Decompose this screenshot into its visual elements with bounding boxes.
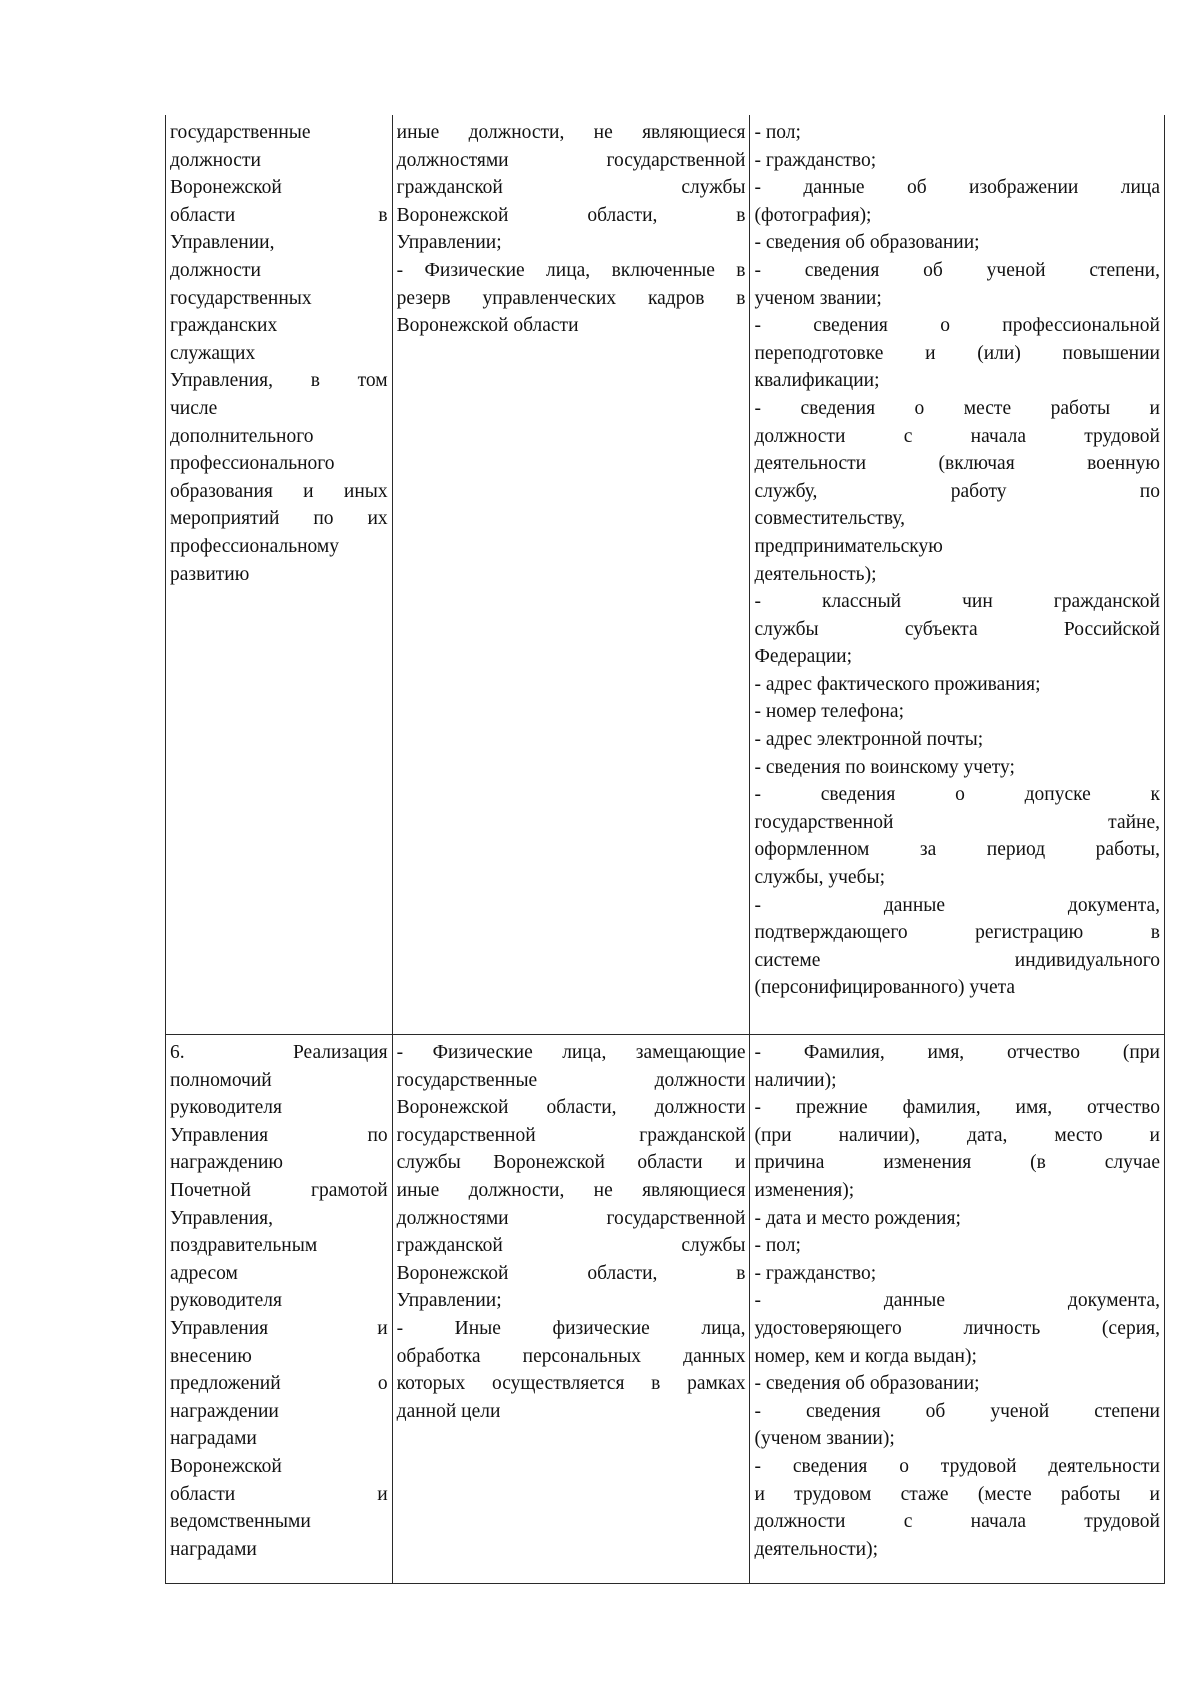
cell-text-line: системе индивидуального xyxy=(754,949,1160,971)
cell-text-line: причина изменения (в случае xyxy=(754,1152,1160,1174)
cell-text-line: - гражданство; xyxy=(754,1262,877,1284)
cell-text-line: Почетной грамотой xyxy=(170,1179,388,1201)
cell-text-line: - прежние фамилия, имя, отчество xyxy=(754,1097,1160,1119)
cell-text-line: номер, кем и когда выдан); xyxy=(754,1345,977,1367)
cell-text-line: - дата и место рождения; xyxy=(754,1207,961,1229)
cell-text-line: дополнительного xyxy=(170,425,314,447)
cell-text-line: Управления, xyxy=(170,1207,273,1229)
table-row xyxy=(166,1035,1165,1584)
cell-text-line: Воронежской xyxy=(170,1455,282,1477)
cell-text-line: Управлении, xyxy=(170,232,275,254)
cell-text-line: - пол; xyxy=(754,122,801,143)
cell-text-line: государственные xyxy=(170,122,311,143)
cell-text-line: профессиональному xyxy=(170,535,339,557)
cell-text-line: - сведения об ученой степени xyxy=(754,1400,1160,1422)
cell-text-line: - данные об изображении лица xyxy=(754,177,1160,199)
cell-text-line: адресом xyxy=(170,1262,238,1284)
cell-text-line: гражданских xyxy=(170,315,278,337)
cell-text-line: оформленном за период работы, xyxy=(754,839,1160,861)
cell-text-line: данной цели xyxy=(396,1400,501,1422)
table-row xyxy=(166,115,1165,1035)
cell-text-line: должностями государственной xyxy=(396,149,746,171)
cell-text-line: (при наличии), дата, место и xyxy=(754,1124,1160,1146)
cell-text-line: - гражданство; xyxy=(754,149,877,171)
cell-text-line: - Физические лица, включенные в xyxy=(396,259,746,281)
cell-text-line: руководителя xyxy=(170,1290,282,1312)
cell-text-line: Управлении; xyxy=(396,232,502,254)
cell-text-line: квалификации; xyxy=(754,370,880,392)
cell-text-line: предпринимательскую xyxy=(754,535,943,557)
cell-text-line: иные должности, не являющиеся xyxy=(396,1179,746,1201)
cell-text-line: ведомственными xyxy=(170,1511,311,1533)
cell-text-line: служащих xyxy=(170,342,256,364)
cell-text-line: Воронежской области xyxy=(396,315,579,337)
cell-text-line: должности с начала трудовой xyxy=(754,425,1160,447)
cell-text-line: удостоверяющего личность (серия, xyxy=(754,1317,1160,1339)
cell-text-line: Воронежской области, в xyxy=(396,204,746,226)
cell-text-line: иные должности, не являющиеся xyxy=(396,122,746,143)
cell-text-line: - пол; xyxy=(754,1235,801,1257)
cell-text-line: совместительству, xyxy=(754,508,906,530)
cell-text-line: переподготовке и (или) повышении xyxy=(754,342,1160,364)
cell-text-line: - адрес фактического проживания; xyxy=(754,673,1041,695)
cell-text-line: государственных xyxy=(170,287,312,309)
cell-processing-purpose xyxy=(166,115,393,1035)
cell-text-line: числе xyxy=(170,397,218,419)
cell-text-line: - Иные физические лица, xyxy=(396,1317,746,1339)
cell-text-line: гражданской службы xyxy=(396,177,746,199)
cell-personal-data-list xyxy=(750,115,1165,1035)
cell-text-line: награждении xyxy=(170,1400,279,1422)
cell-text-line: внесению xyxy=(170,1345,252,1367)
cell-text-line: образования и иных xyxy=(170,480,388,502)
cell-text-line: должности с начала трудовой xyxy=(754,1511,1160,1533)
cell-personal-data-list xyxy=(750,1035,1165,1584)
cell-text-line: награждению xyxy=(170,1152,283,1174)
cell-text-line: государственные должности xyxy=(396,1069,746,1091)
cell-text-line: ученом звании; xyxy=(754,287,882,309)
cell-text-line: Федерации; xyxy=(754,646,852,668)
cell-text-line: - сведения о трудовой деятельности xyxy=(754,1455,1160,1477)
cell-text-line: - сведения о месте работы и xyxy=(754,397,1160,419)
cell-text-line: государственной гражданской xyxy=(396,1124,746,1146)
cell-text-line: профессионального xyxy=(170,453,335,475)
cell-text-line: наградами xyxy=(170,1538,257,1560)
cell-text-line: - Физические лица, замещающие xyxy=(396,1042,746,1063)
cell-text-line: должностями государственной xyxy=(396,1207,746,1229)
cell-text-line: - сведения об образовании; xyxy=(754,232,980,254)
cell-text-line: которых осуществляется в рамках xyxy=(396,1373,746,1395)
cell-subject-categories xyxy=(392,1035,750,1584)
cell-text-line: службы Воронежской области и xyxy=(396,1152,746,1174)
cell-text-line: (персонифицированного) учета xyxy=(754,977,1016,999)
cell-text-line: (фотография); xyxy=(754,204,872,226)
cell-text-line: поздравительным xyxy=(170,1235,318,1257)
cell-text-line: Управления, в том xyxy=(170,370,388,392)
cell-text-line: - адрес электронной почты; xyxy=(754,729,984,751)
cell-text-line: гражданской службы xyxy=(396,1235,746,1257)
cell-text-line: полномочий xyxy=(170,1069,272,1091)
cell-text-line: - данные документа, xyxy=(754,894,1160,916)
cell-text-line: Воронежской xyxy=(170,177,282,199)
cell-text-line: деятельности); xyxy=(754,1538,879,1560)
cell-text-line: Воронежской области, в xyxy=(396,1262,746,1284)
cell-text-line: подтверждающего регистрацию в xyxy=(754,922,1160,944)
cell-text-line: - сведения по воинскому учету; xyxy=(754,756,1015,778)
cell-text-line: - классный чин гражданской xyxy=(754,591,1160,613)
cell-text-line: - данные документа, xyxy=(754,1290,1160,1312)
cell-text-line: 6. Реализация xyxy=(170,1042,388,1063)
cell-text-line: предложений о xyxy=(170,1373,388,1395)
cell-text-line: - сведения об образовании; xyxy=(754,1373,980,1395)
cell-text-line: области и xyxy=(170,1483,388,1505)
data-processing-table xyxy=(165,115,1165,1584)
cell-text-line: развитию xyxy=(170,563,250,585)
cell-text-line: - номер телефона; xyxy=(754,701,904,723)
cell-text-line: службу, работу по xyxy=(754,480,1160,502)
cell-text-line: - сведения о допуске к xyxy=(754,784,1160,806)
cell-text-line: - Фамилия, имя, отчество (при xyxy=(754,1042,1160,1063)
cell-text-line: деятельность); xyxy=(754,563,877,585)
cell-text-line: области в xyxy=(170,204,388,226)
cell-subject-categories xyxy=(392,115,750,1035)
cell-text-line: службы, учебы; xyxy=(754,867,886,889)
cell-text-line: мероприятий по их xyxy=(170,508,388,530)
cell-text-line: должности xyxy=(170,149,261,171)
cell-processing-purpose xyxy=(166,1035,393,1584)
cell-text-line: обработка персональных данных xyxy=(396,1345,746,1367)
cell-text-line: наградами xyxy=(170,1428,257,1450)
cell-text-line: Воронежской области, должности xyxy=(396,1097,746,1119)
cell-text-line: Управления по xyxy=(170,1124,388,1146)
cell-text-line: государственной тайне, xyxy=(754,811,1160,833)
cell-text-line: изменения); xyxy=(754,1179,855,1201)
cell-text-line: деятельности (включая военную xyxy=(754,453,1160,475)
cell-text-line: резерв управленческих кадров в xyxy=(396,287,746,309)
cell-text-line: Управления и xyxy=(170,1317,388,1339)
cell-text-line: (ученом звании); xyxy=(754,1428,895,1450)
cell-text-line: руководителя xyxy=(170,1097,282,1119)
cell-text-line: наличии); xyxy=(754,1069,837,1091)
cell-text-line: и трудовом стаже (месте работы и xyxy=(754,1483,1160,1505)
cell-text-line: - сведения о профессиональной xyxy=(754,315,1160,337)
cell-text-line: Управлении; xyxy=(396,1290,502,1312)
cell-text-line: службы субъекта Российской xyxy=(754,618,1160,640)
cell-text-line: должности xyxy=(170,259,261,281)
cell-text-line: - сведения об ученой степени, xyxy=(754,259,1160,281)
